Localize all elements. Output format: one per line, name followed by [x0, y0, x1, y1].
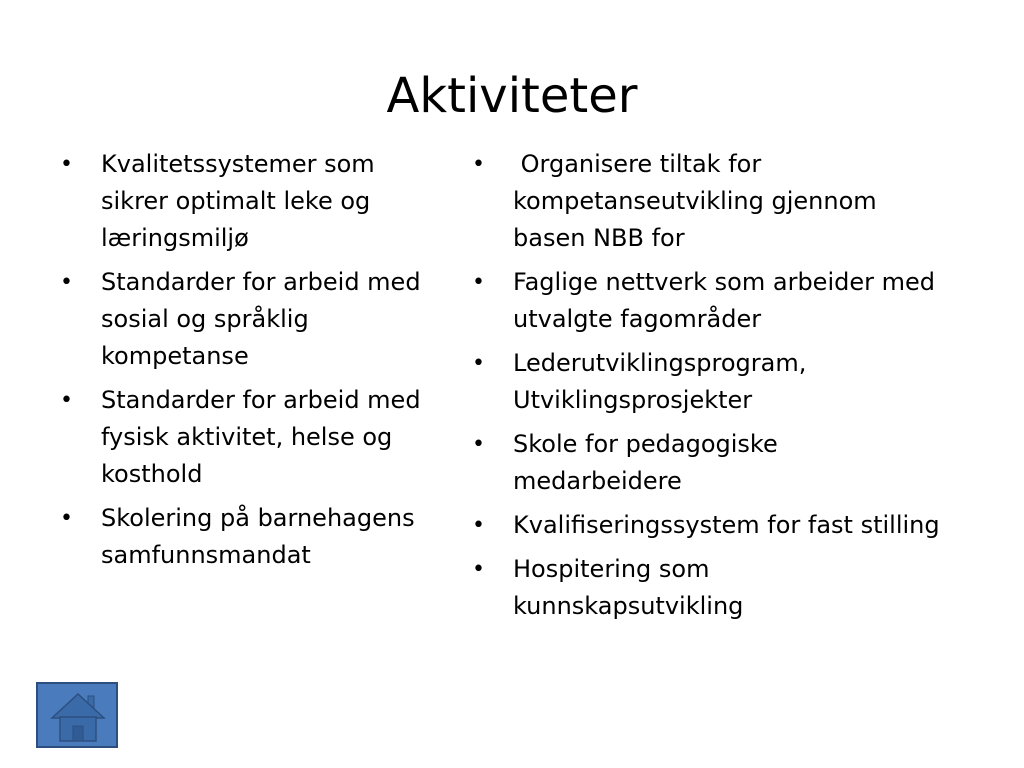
list-item [60, 146, 430, 257]
bullet-icon: • [472, 557, 485, 582]
bullet-icon: • [60, 270, 73, 295]
list-item [472, 264, 942, 338]
bullet-icon: • [472, 351, 485, 376]
home-icon [50, 690, 106, 744]
bullet-icon: • [60, 506, 73, 531]
list-item-text: Organisere tiltak for kompetanseutvikling gjennom basen NBB for [513, 150, 885, 252]
right-bullet-list [472, 146, 942, 632]
home-button[interactable] [36, 682, 118, 748]
list-item [60, 382, 430, 493]
list-item-text: Skole for pedagogiske medarbeidere [513, 430, 778, 495]
list-item-text: Hospitering som kunnskapsutvikling [513, 555, 744, 620]
bullet-icon: • [472, 513, 485, 538]
list-item [472, 146, 942, 257]
list-item-text: Standarder for arbeid med fysisk aktivitet, helse og kosthold [101, 386, 421, 488]
list-item-text: Standarder for arbeid med sosial og språklig kompetanse [101, 268, 421, 370]
bullet-icon: • [60, 388, 73, 413]
list-item-text: Skolering på barnehagens samfunnsmandat [101, 504, 415, 569]
list-item-text: Kvalifiseringssystem for fast stilling [513, 511, 940, 539]
list-item-text: Faglige nettverk som arbeider med utvalgte fagområder [513, 268, 935, 333]
list-item [472, 345, 942, 419]
list-item-text: Kvalitetssystemer som sikrer optimalt leke og læringsmiljø [101, 150, 375, 252]
bullet-icon: • [472, 270, 485, 295]
list-item [60, 264, 430, 375]
list-item [472, 551, 942, 625]
list-item-text: Lederutviklingsprogram, Utviklingsprosjekter [513, 349, 807, 414]
slide-title: Aktiviteter [386, 68, 638, 124]
left-bullet-list [60, 146, 430, 581]
bullet-icon: • [472, 152, 485, 177]
list-item [60, 500, 430, 574]
bullet-icon: • [472, 432, 485, 457]
list-item [472, 426, 942, 500]
list-item [472, 507, 942, 544]
bullet-icon: • [60, 152, 73, 177]
